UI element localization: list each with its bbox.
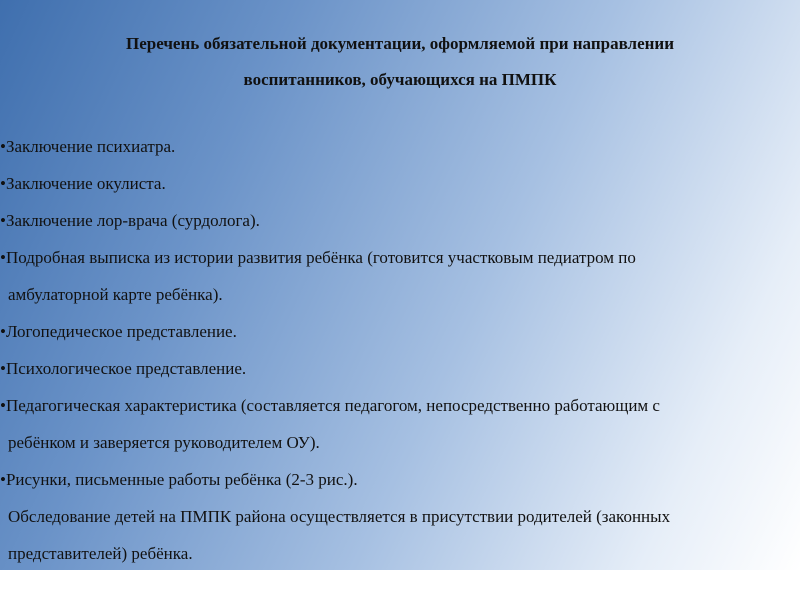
note-line-2: представителей) ребёнка. [8,544,193,563]
list-item-continuation: ребёнком и заверяется руководителем ОУ). [8,433,320,452]
list-item-continuation: амбулаторной карте ребёнка). [8,285,223,304]
list-item-text: Заключение окулиста. [5,174,166,193]
bullet-icon: • [0,396,6,415]
note-line-1: Обследование детей на ПМПК района осуществляется в присутствии родителей (законных [8,507,671,526]
list-item-text: Заключение психиатра. [5,137,176,156]
bullet-icon: • [0,359,6,378]
slide-title [30,26,770,98]
list-item [0,461,795,498]
list-item-text: Логопедическое представление. [5,322,237,341]
list-item [0,128,795,165]
list-item [0,165,795,202]
list-item [0,313,795,350]
note-paragraph [0,498,795,572]
list-item-text: Рисунки, письменные работы ребёнка (2-3 рис.). [5,470,358,489]
list-item-text: Педагогическая характеристика (составляется педагогом, непосредственно работающим с [5,396,660,415]
bullet-icon: • [0,137,6,156]
bullet-icon: • [0,174,6,193]
list-item [0,350,795,387]
list-item [0,239,795,313]
bullet-icon: • [0,248,6,267]
list-item-text: Подробная выписка из истории развития ребёнка (готовится участковым педиатром по [5,248,636,267]
list-item [0,387,795,461]
bullet-icon: • [0,470,6,489]
list-item-text: Психологическое представление. [5,359,247,378]
title-line-1: Перечень обязательной документации, оформляемой при направлении [126,34,674,53]
list-item [0,202,795,239]
bullet-icon: • [0,211,6,230]
title-line-2: воспитанников, обучающихся на ПМПК [243,70,557,89]
list-item-text: Заключение лор-врача (сурдолога). [5,211,260,230]
bullet-icon: • [0,322,6,341]
document-list [0,128,795,572]
